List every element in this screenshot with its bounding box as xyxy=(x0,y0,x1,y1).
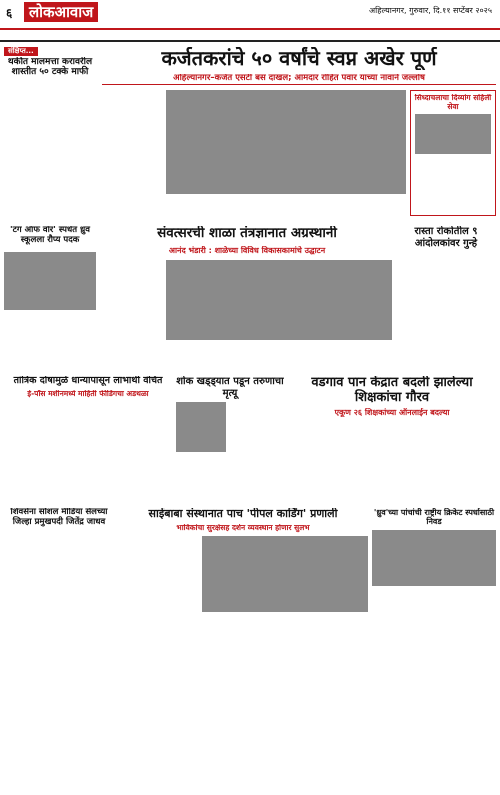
school-photo xyxy=(166,260,392,340)
headline-s6: संवत्सरची शाळा तंत्रज्ञानात अग्रस्थानी xyxy=(157,226,337,241)
body-s5 xyxy=(4,312,96,370)
s15-photo xyxy=(202,536,368,612)
headline-s17: 'ध्रुव'च्या पांचांची राष्ट्रीय क्रिकेट स्पर्धासाठी निवड xyxy=(373,508,495,527)
headline-s4: सिध्दाचलाचा दिव्यांग सहिली सेवा xyxy=(414,94,492,111)
body-s1 xyxy=(4,82,96,220)
s4-photo xyxy=(415,114,491,154)
s11-portrait xyxy=(176,402,226,452)
body-s7 xyxy=(166,342,392,370)
s5-photo xyxy=(4,252,96,310)
headline-s11: शोक खड्ड्यात पडून तरुणाचा मृत्यू xyxy=(176,376,284,399)
headline-s3: अहिल्यानगर–कर्जत एसटी बस दाखल; आमदार रोहित पवार यांच्या नावाने जल्लोष xyxy=(102,74,496,85)
headline-s15: साईबाबा संस्थानात पाच 'पीपल कार्डिंग' प्रणाली xyxy=(148,508,338,520)
headline-s16: भाविकांचा सुरक्षेसह दर्शन व्यवस्थान होणार सुलभ xyxy=(176,524,310,532)
headline-s10: ई-पॉस मशीनमध्ये माहिती फीडिंगचा अडथळा xyxy=(27,390,149,398)
body-s4 xyxy=(415,156,491,214)
body-s3 xyxy=(166,196,406,222)
body-s16 xyxy=(202,614,368,788)
dateline: अहिल्यानगर, गुरुवार, दि.११ सप्टेंबर २०२५ xyxy=(369,6,492,15)
body-s9 xyxy=(4,402,172,502)
story-box-s4 xyxy=(410,90,496,216)
headline-s1: थकीत मालमत्ता करावरील शास्तीत ५० टक्के माफी xyxy=(7,57,93,78)
headline-s8: रास्ता रोकोतील ९ आंदोलकांवर गुन्हे xyxy=(414,226,478,249)
body-s8 xyxy=(396,256,496,370)
headline-s2: कर्जतकरांचे ५० वर्षांचे स्वप्न अखेर पूर्ण xyxy=(161,47,437,70)
headline-s14: शिवसेना सोशल मीडिया सेलच्या जिल्हा प्रमुखपदी जितेंद्र जाधव xyxy=(10,508,108,527)
newspaper-logo: लोकआवाज xyxy=(24,2,98,22)
s17-photo xyxy=(372,530,496,586)
headline-s13: एकूण २६ शिक्षकांच्या ऑनलाईन बदल्या xyxy=(334,408,450,417)
page-number: ६ xyxy=(6,6,13,20)
body-s2 xyxy=(102,90,162,210)
body-s17 xyxy=(372,588,496,788)
body-s12 xyxy=(288,420,496,502)
briefs-label: संक्षिप्त... xyxy=(4,47,38,56)
body-s15 xyxy=(118,536,198,788)
headline-s7: आनंद भंडारी : शाळेच्या विविध विकासकामांचे उद्घाटन xyxy=(168,246,326,255)
masthead-bar xyxy=(0,0,500,42)
headline-s5: 'टग ऑफ वॉर' स्पर्धेत ध्रुव स्कूलला रौप्य पदक xyxy=(10,226,90,245)
body-s6 xyxy=(102,260,162,370)
body-s11 xyxy=(228,402,284,502)
headline-s9: तांत्रिक दोषामुळे धान्यापासून लाभार्थी वंचित xyxy=(13,376,163,386)
body-s14 xyxy=(4,532,114,788)
header-rule xyxy=(0,28,500,30)
headline-s12: वडगाव पान केंद्रात बदली झालेल्या शिक्षकांचा गौरव xyxy=(311,376,473,405)
bus-photo xyxy=(166,90,406,194)
